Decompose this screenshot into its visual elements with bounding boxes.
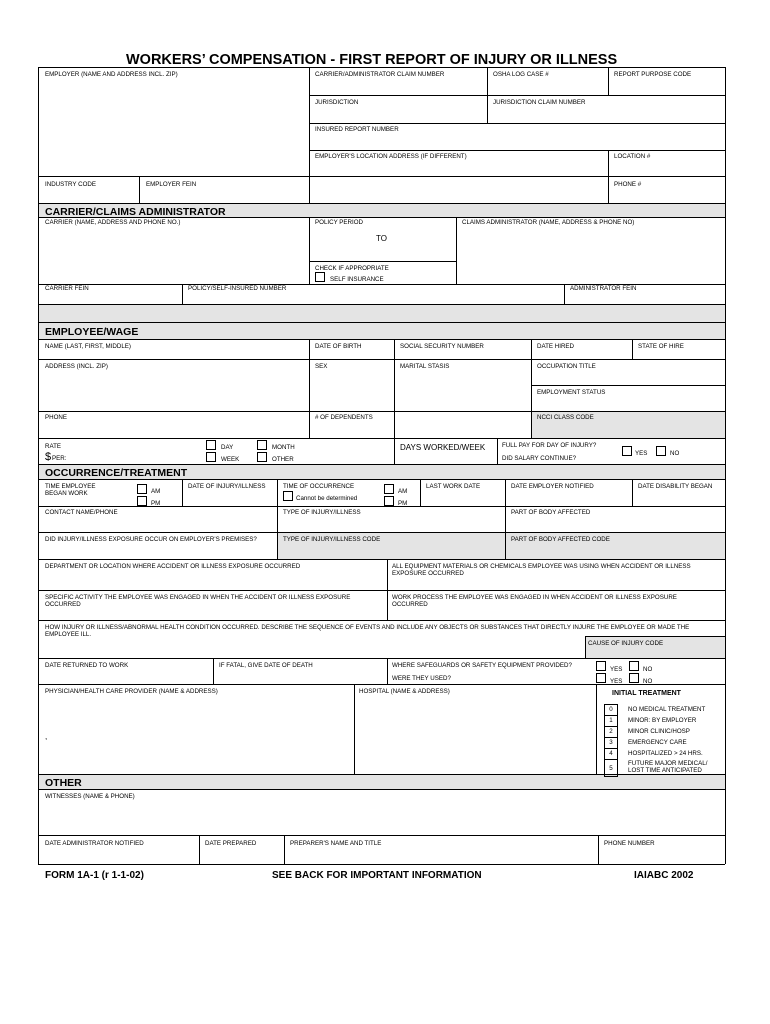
carrier-fein-label: CARRIER FEIN — [45, 285, 89, 292]
occupation-label: OCCUPATION TITLE — [537, 363, 596, 370]
rate-other-checkbox[interactable] — [257, 452, 267, 462]
rule — [456, 217, 457, 284]
time-occurrence-label: TIME OF OCCURRENCE — [283, 483, 355, 490]
rule — [531, 339, 532, 438]
claim-number-label: CARRIER/ADMINISTRATOR CLAIM NUMBER — [315, 71, 445, 78]
equipment-label: ALL EQUIPMENT MATERIALS OR CHEMICALS EMPLOYEE WAS USING WHEN ACCIDENT OR ILLNESS EXPOSURE OCCURRED — [392, 563, 691, 577]
rule — [38, 339, 725, 340]
rule — [420, 479, 421, 506]
date-notified-label: DATE EMPLOYER NOTIFIED — [511, 483, 594, 490]
rule — [38, 590, 725, 591]
treatment-code: 5 — [604, 759, 618, 777]
rule — [38, 789, 725, 790]
rule — [38, 479, 725, 480]
safeguards-yes-label: YES — [610, 666, 623, 673]
rule — [309, 123, 725, 124]
used-yes-label: YES — [610, 678, 623, 685]
rule — [277, 479, 278, 559]
occurrence-am-checkbox[interactable] — [384, 484, 394, 494]
address-label: ADDRESS (INCL. ZIP) — [45, 363, 108, 370]
rule — [284, 835, 285, 864]
check-if-label: CHECK IF APPROPRIATE — [315, 265, 389, 272]
industry-code-label: INDUSTRY CODE — [45, 181, 96, 188]
rule — [387, 658, 388, 684]
safeguards-no-checkbox[interactable] — [629, 661, 639, 671]
treatment-row[interactable] — [604, 759, 725, 777]
rule — [38, 864, 725, 865]
rate-week-label: WEEK — [221, 456, 240, 463]
rule — [38, 359, 725, 360]
date-prepared-label: DATE PREPARED — [205, 840, 257, 847]
began-pm-label: PM — [151, 500, 161, 507]
treatment-label: NO MEDICAL TREATMENT — [628, 706, 706, 713]
jurisdiction-label: JURISDICTION — [315, 99, 359, 106]
policy-number-label: POLICY/SELF-INSURED NUMBER — [188, 285, 287, 292]
location-address-label: EMPLOYER'S LOCATION ADDRESS (IF DIFFERENT) — [315, 153, 467, 160]
days-worked-label: DAYS WORKED/WEEK — [400, 443, 486, 452]
treatment-row[interactable] — [604, 715, 725, 726]
used-yes-checkbox[interactable] — [596, 673, 606, 683]
rule — [199, 835, 200, 864]
other-phone-label: PHONE NUMBER — [604, 840, 655, 847]
rule — [38, 67, 39, 864]
last-work-label: LAST WORK DATE — [426, 483, 481, 490]
rule — [585, 636, 586, 658]
dependents-label: # OF DEPENDENTS — [315, 414, 373, 421]
rule — [38, 411, 725, 412]
rate-other-label: OTHER — [272, 456, 294, 463]
premises-label: DID INJURY/ILLNESS EXPOSURE OCCUR ON EMPLOYER'S PREMISES? — [45, 536, 257, 543]
rule — [182, 479, 183, 506]
rule — [505, 479, 506, 559]
section-bar-employee — [38, 322, 725, 339]
rule — [309, 150, 725, 151]
initial-treatment-heading: INITIAL TREATMENT — [612, 690, 681, 697]
rule — [38, 835, 725, 836]
safeguards-yes-checkbox[interactable] — [596, 661, 606, 671]
rule — [596, 684, 597, 774]
state-hire-label: STATE OF HIRE — [638, 343, 684, 350]
activity-label: SPECIFIC ACTIVITY THE EMPLOYEE WAS ENGAGED IN WHEN THE ACCIDENT OR ILLNESS EXPOSURE OCCURRED — [45, 594, 351, 608]
part-code-label: PART OF BODY AFFECTED CODE — [511, 536, 610, 543]
rule — [387, 559, 388, 620]
rule — [632, 479, 633, 506]
preparer-label: PREPARER'S NAME AND TITLE — [290, 840, 382, 847]
rule — [309, 339, 310, 438]
rule — [487, 67, 488, 123]
treatment-label: HOSPITALIZED > 24 HRS. — [628, 750, 703, 757]
rule — [38, 559, 725, 560]
employment-status-label: EMPLOYMENT STATUS — [537, 389, 606, 396]
rate-label: RATE — [45, 443, 62, 450]
fatal-label: IF FATAL, GIVE DATE OF DEATH — [219, 662, 313, 669]
rule — [309, 67, 310, 203]
date-admin-label: DATE ADMINISTRATOR NOTIFIED — [45, 840, 144, 847]
self-insurance-checkbox[interactable] — [315, 272, 325, 282]
contact-label: CONTACT NAME/PHONE — [45, 509, 118, 516]
treatment-label: EMERGENCY CARE — [628, 739, 687, 746]
type-injury-label: TYPE OF INJURY/ILLNESS — [283, 509, 361, 516]
rule — [38, 464, 725, 465]
rule — [531, 385, 725, 386]
began-am-label: AM — [151, 488, 161, 495]
ssn-label: SOCIAL SECURITY NUMBER — [400, 343, 484, 350]
claims-admin-label: CLAIMS ADMINISTRATOR (NAME, ADDRESS & PHONE NO) — [462, 219, 635, 226]
rule — [38, 322, 725, 323]
rule — [725, 67, 726, 864]
occurrence-am-label: AM — [398, 488, 408, 495]
full-pay-label: FULL PAY FOR DAY OF INJURY? — [502, 442, 597, 449]
dob-label: DATE OF BIRTH — [315, 343, 362, 350]
salary-continue-label: DID SALARY CONTINUE? — [502, 455, 577, 462]
department-label: DEPARTMENT OR LOCATION WHERE ACCIDENT OR ILLNESS EXPOSURE OCCURRED — [45, 563, 301, 570]
rule — [38, 506, 725, 507]
treatment-row[interactable] — [604, 737, 725, 748]
employee-name-label: NAME (LAST, FIRST, MIDDLE) — [45, 343, 131, 350]
self-insurance-label: SELF INSURANCE — [330, 276, 384, 283]
section-heading-employee: EMPLOYEE/WAGE — [45, 326, 139, 338]
rule — [608, 67, 609, 95]
employer-label: EMPLOYER (NAME AND ADDRESS INCL. ZIP) — [45, 71, 178, 78]
location-number-label: LOCATION # — [614, 153, 651, 160]
treatment-label: MINOR: BY EMPLOYER — [628, 717, 697, 724]
rule — [354, 684, 355, 774]
rule — [213, 658, 214, 684]
rule — [598, 835, 599, 864]
sex-label: SEX — [315, 363, 328, 370]
policy-period-to: TO — [376, 234, 387, 243]
stray-comma: , — [45, 732, 48, 741]
osha-log-label: OSHA LOG CASE # — [493, 71, 549, 78]
employer-fein-label: EMPLOYER FEIN — [146, 181, 197, 188]
cannot-determine-checkbox[interactable] — [283, 491, 293, 501]
report-purpose-label: REPORT PURPOSE CODE — [614, 71, 692, 78]
admin-fein-label: ADMINISTRATOR FEIN — [570, 285, 637, 292]
date-injury-label: DATE OF INJURY/ILLNESS — [188, 483, 266, 490]
per-label: PER: — [52, 455, 67, 462]
rate-day-label: DAY — [221, 444, 234, 451]
form-number: FORM 1A-1 (r 1-1-02) — [45, 870, 144, 881]
full-pay-yes-label: YES — [635, 450, 648, 457]
treatment-code: 1 — [604, 715, 618, 726]
treatment-row[interactable] — [604, 704, 725, 715]
occurrence-pm-checkbox[interactable] — [384, 496, 394, 506]
phone-label: PHONE # — [614, 181, 642, 188]
rule — [608, 150, 609, 203]
rule — [632, 339, 633, 359]
cannot-determine-label: Cannot be determined — [296, 495, 358, 502]
employee-phone-label: PHONE — [45, 414, 68, 421]
used-no-checkbox[interactable] — [629, 673, 639, 683]
occurrence-pm-label: PM — [398, 500, 408, 507]
treatment-code: 4 — [604, 748, 618, 759]
safeguards-no-label: NO — [643, 666, 653, 673]
rule — [38, 203, 725, 204]
rate-week-checkbox[interactable] — [206, 452, 216, 462]
ncci-label: NCCI CLASS CODE — [537, 414, 594, 421]
rule — [38, 176, 725, 177]
safeguards-label: WHERE SAFEGUARDS OR SAFETY EQUIPMENT PROVIDED? — [392, 662, 572, 669]
rule — [38, 620, 725, 621]
iaiabc-mark: IAIABC 2002 — [634, 870, 694, 881]
rule — [564, 284, 565, 304]
see-back-note: SEE BACK FOR IMPORTANT INFORMATION — [272, 870, 482, 881]
began-pm-checkbox[interactable] — [137, 496, 147, 506]
date-disability-label: DATE DISABILITY BEGAN — [638, 483, 713, 490]
policy-period-label: POLICY PERIOD — [315, 219, 364, 226]
rule — [38, 304, 725, 305]
full-pay-no-label: NO — [670, 450, 680, 457]
physician-label: PHYSICIAN/HEALTH CARE PROVIDER (NAME & ADDRESS) — [45, 688, 218, 695]
rate-day-checkbox[interactable] — [206, 440, 216, 450]
rule — [309, 261, 456, 262]
rule — [497, 438, 498, 464]
rule — [38, 658, 725, 659]
how-occurred-label: HOW INJURY OR ILLNESS/ABNORMAL HEALTH CONDITION OCCURRED. DESCRIBE THE SEQUENCE OF EVENTS AND INCLUDE ANY OBJECTS OR SUBSTANCES THAT DIRECTLY INJURE THE EMPLOYEE OR MADE THE EMPLOYEE ILL. — [45, 624, 690, 638]
rule — [394, 339, 395, 464]
treatment-label: FUTURE MAJOR MEDICAL/ LOST TIME ANTICIPATED — [628, 760, 708, 774]
initial-treatment-grid — [604, 704, 725, 777]
carrier-name-label: CARRIER (NAME, ADDRESS AND PHONE NO.) — [45, 219, 181, 226]
insured-report-label: INSURED REPORT NUMBER — [315, 126, 399, 133]
treatment-code: 0 — [604, 704, 618, 715]
marital-label: MARITAL STASIS — [400, 363, 450, 370]
blank-band — [38, 304, 725, 322]
rule — [309, 95, 725, 96]
treatment-row[interactable] — [604, 726, 725, 737]
process-label: WORK PROCESS THE EMPLOYEE WAS ENGAGED IN WHEN ACCIDENT OR ILLNESS EXPOSURE OCCURRED — [392, 594, 677, 608]
section-heading-other: OTHER — [45, 777, 82, 789]
date-returned-label: DATE RETURNED TO WORK — [45, 662, 129, 669]
type-code-label: TYPE OF INJURY/ILLNESS CODE — [283, 536, 381, 543]
rule — [38, 438, 725, 439]
rule — [38, 532, 725, 533]
date-hired-label: DATE HIRED — [537, 343, 575, 350]
treatment-row[interactable] — [604, 748, 725, 759]
part-body-label: PART OF BODY AFFECTED — [511, 509, 591, 516]
dollar-sign: $ — [45, 451, 52, 463]
witnesses-label: WITNESSES (NAME & PHONE) — [45, 793, 135, 800]
treatment-code: 2 — [604, 726, 618, 737]
treatment-label: MINOR CLINIC/HOSP — [628, 728, 690, 735]
cause-code-label: CAUSE OF INJURY CODE — [588, 640, 664, 647]
section-heading-occurrence: OCCURRENCE/TREATMENT — [45, 467, 188, 479]
rate-month-checkbox[interactable] — [257, 440, 267, 450]
section-heading-carrier: CARRIER/CLAIMS ADMINISTRATOR — [45, 206, 226, 218]
full-pay-yes-checkbox[interactable] — [622, 446, 632, 456]
rate-month-label: MONTH — [272, 444, 295, 451]
used-no-label: NO — [643, 678, 653, 685]
began-am-checkbox[interactable] — [137, 484, 147, 494]
full-pay-no-checkbox[interactable] — [656, 446, 666, 456]
were-used-label: WERE THEY USED? — [392, 675, 451, 682]
time-began-label: TIME EMPLOYEE BEGAN WORK — [45, 483, 96, 497]
form-title: WORKERS’ COMPENSATION - FIRST REPORT OF INJURY OR ILLNESS — [126, 52, 618, 68]
rule — [182, 284, 183, 304]
hospital-label: HOSPITAL (NAME & ADDRESS) — [359, 688, 450, 695]
jurisdiction-claim-label: JURISDICTION CLAIM NUMBER — [493, 99, 586, 106]
rule — [309, 217, 310, 284]
treatment-code: 3 — [604, 737, 618, 748]
rule — [139, 176, 140, 203]
